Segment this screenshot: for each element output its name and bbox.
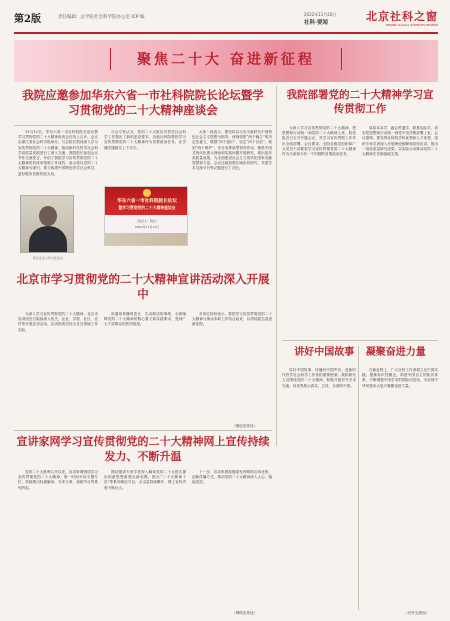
theme-banner <box>14 40 438 82</box>
article-2-headline: 我院部署党的二十大精神学习宣传贯彻工作 <box>286 89 434 115</box>
photo-head-shape <box>39 206 57 226</box>
emblem-icon <box>143 189 151 197</box>
article-3-credit: （理论宣传处） <box>232 424 258 428</box>
banner-frame <box>110 48 342 70</box>
article-1-column-1: 11月12日，华东六省一市社科院院长论坛暨学习贯彻党的二十大精神座谈会在线上召开。会议由浙江省社会科学院承办。与会院长围绕深入学习宣传贯彻党的二十大精神、推动新时代哲学社会科学高质量发展进行了深入交流。我院院长参加会议并作交流发言，介绍了我院学习宣传贯彻党的二十大精神的具体举措和工作成效，表示将以党的二十大精神为指引，着力构建中国特色哲学社会科学，更好服务首都发展大局。 <box>18 130 98 176</box>
screen-title-line-1: 华东六省一市社科院院长论坛 <box>117 199 177 204</box>
article-5-column-2: 在新征程上，广大社科工作者将立足中国实践，提炼标识性概念，构建中国自主的知识体系，不断增强中国学术的国际话语权，为实现中华民族伟大复兴凝聚奋进力量。 <box>362 368 438 388</box>
article-1-column-3: 大家一致表示，要坚持以习近平新时代中国特色社会主义思想为指导，深刻领悟“两个确立”的决定性意义，增强“四个意识”、坚定“四个自信”、做到“两个维护”，充分发挥新型智库作用，聚焦中国式现代化重大理论和实践问题开展研究，推出更多高质量成果，为全面建设社会主义现代化国家贡献智慧和力量。会议还就加强区域协同研究、共建学术交流平台等议题进行了讨论。 <box>192 130 272 171</box>
column-divider <box>276 86 277 446</box>
article-1-column-2: 与会专家认为，党的二十大报告对哲学社会科学工作提出了新的更高要求，各地社科院要把学习宣传贯彻党的二十大精神作为首要政治任务，在学懂弄通做实上下功夫。 <box>104 130 186 150</box>
masthead-title: 北京社科之窗 <box>366 10 438 23</box>
article-3-headline-box <box>14 268 272 308</box>
article-3-column-1: 为深入学习宣传贯彻党的二十大精神，北京市宣讲团近日陆续深入机关、企业、学校、社区、农村等开展宣讲活动。宣讲团成员结合各自领域工作实际， <box>18 312 98 332</box>
editor-info: 责任编辑：总学院社会科学院办公室 ICP 编 <box>58 15 145 20</box>
article-4-credit: （网络宣传处） <box>232 611 258 615</box>
article-5-column-1: 讲好中国故事，传播好中国声音，是新时代哲学社会科学工作者的重要使命。我院研究人员围绕党的二十大精神，积极开展对外学术交流，向世界展示真实、立体、全面的中国。 <box>282 368 356 388</box>
screen-footer-band <box>105 233 188 246</box>
article-4-column-3: 下一步，宣讲家网将继续发挥网络宣传优势，创新传播方式，推动党的二十大精神深入人心、落地见效。 <box>192 470 272 485</box>
article-5-headline-part-2: 凝聚奋进力量 <box>365 347 426 358</box>
divider <box>14 430 272 431</box>
article-5-headline-part-1: 讲好中国故事 <box>294 347 355 358</box>
article-1-headline: 我院应邀参加华东六省一市社科院院长论坛暨学习贯彻党的二十大精神座谈会 <box>22 88 264 117</box>
issue-date: 2022年11月20日 <box>304 12 337 17</box>
divider <box>282 340 438 341</box>
page-number: 第2版 <box>14 14 41 25</box>
masthead-english: BEIJING SOCIAL SCIENCES REVIEW <box>386 23 438 27</box>
article-4-headline: 宣讲家网学习宣传贯彻党的二十大精神网上宣传持续发力、不断升温 <box>16 435 270 463</box>
article-3-headline: 北京市学习贯彻党的二十大精神宣讲活动深入开展中 <box>16 272 270 301</box>
article-3-column-2: 用通俗易懂的语言、生动鲜活的事例，全面阐释党的二十大精神的核心要义和实践要求，受到广大干部群众的热烈欢迎。 <box>104 312 186 327</box>
article-5-headline <box>282 346 438 360</box>
article-3-column-3: 各单位纷纷表示，要把学习宣传贯彻党的二十大精神与推动本职工作结合起来，以昂扬姿态奋进新征程。 <box>192 312 272 327</box>
screen-speaker: （发言人：院长） <box>134 219 159 223</box>
screen-title-line-2: 暨学习贯彻党的二十大精神座谈会 <box>118 205 176 210</box>
article-4-column-2: 网站邀请专家学者深入解读党的二十大报告提出的新思想新观点新论断，推出“二十大精神十讲”等系列理论节目，点击量持续攀升，网上宣传声势不断壮大。 <box>104 470 186 490</box>
speaker-photo <box>20 195 74 253</box>
article-2-column-1: 为深入学习宣传贯彻党的二十大精神，把思想和行动统一到党的二十大精神上来，院党组近日召开专题会议，对学习宣传贯彻工作作出全面部署。会议要求，全院各级党组织和广大党员干部要把学习宣传贯彻党的二十大精神作为当前和今后一个时期的首要政治任务， <box>282 126 356 157</box>
meeting-screen-photo <box>104 186 188 246</box>
page-header <box>14 8 438 34</box>
article-5-credit: （对外交流处） <box>404 611 430 615</box>
photo-caption: 院长在会上作交流发言 <box>32 256 63 260</box>
article-4-column-1: 党的二十大胜利召开以来，宣讲家网围绕学习宣传贯彻党的二十大精神，第一时间开设专题专栏，持续推出权威解读、专家文章、视频节目等系列内容。 <box>18 470 98 490</box>
screen-red-panel <box>105 187 188 215</box>
photo-body-shape <box>29 226 67 253</box>
banner-title: 聚焦二十大 奋进新征程 <box>137 52 315 68</box>
divider <box>14 125 272 126</box>
section-name: 社科·要闻 <box>304 20 328 26</box>
column-divider <box>358 346 359 610</box>
article-2-column-2: 原原本本学、融会贯通学、联系实际学，切实把思想和行动统一到党中央决策部署上来。会议强调，要发挥社科院学科优势和人才优势，组织专家学者深入开展理论阐释和宣传宣讲，推出一批高质量研究成果，以实际行动推动党的二十大精神在首都落地生根。 <box>362 126 438 157</box>
screen-date: 2022年11月12日 <box>134 225 160 229</box>
